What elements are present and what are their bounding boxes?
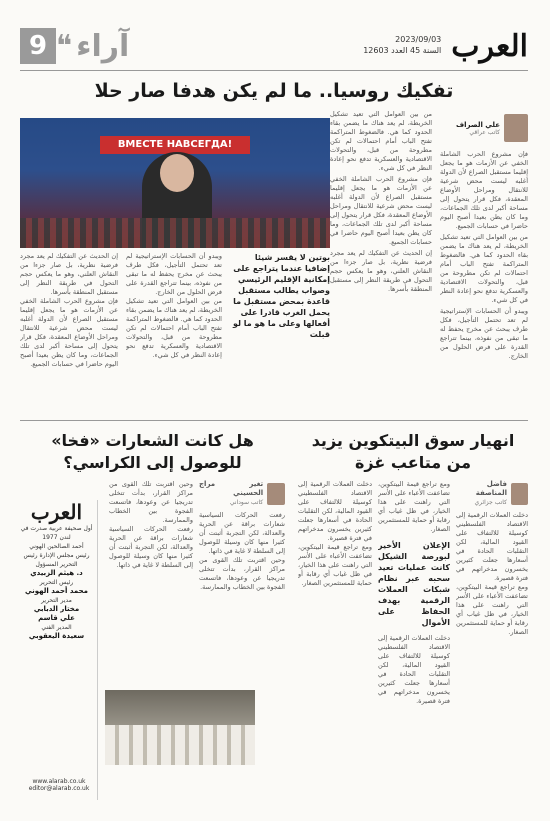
editor-name: د. هيثم الزبيدي	[30, 569, 83, 577]
deputy-label: رئيس التحرير	[39, 579, 74, 586]
author-photo	[504, 114, 528, 142]
article-headline: انهيار سوق البيتكوين يزيد من متاعب غزة	[311, 431, 515, 472]
speaker-head	[160, 154, 194, 192]
website-link[interactable]: www.alarab.co.uk	[32, 778, 86, 785]
author-name: فاضل المناصفة	[475, 480, 507, 497]
author-photo	[267, 483, 285, 505]
managing-name: مختار الدبابي	[33, 605, 80, 613]
email-link[interactable]: editor@alarab.co.uk	[28, 785, 90, 792]
deputy-name: محمد أحمد الهوني	[25, 587, 88, 595]
quote-icon: ❝	[56, 28, 73, 64]
founder-name: أحمد الصالحين الهوني	[29, 543, 84, 550]
article-column: إن الحديث عن التفكيك لم يعد مجرد فرضية نظرية، بل صار جزءا من النقاش العلني، وهو ما يعكس حجم التحول في طريقة النظر إلى مستقبل المنطقة بأسرها. فإن مشروع الحرب الشاملة الخفي عن الأزمات هو ما يجعل إقليما مستقبل الصراع لأن الدولة أغلبه ليست محض شرعية للانتقال ومراحل الأوضاع المعقدة، فكل قرار يتحول إلى مساحة أكبر لدى تلك الجماعات، وما كان يظن بعيدا أصبح اليوم حاضرا في حسابات الجميع.	[20, 252, 118, 368]
article-lower-columns	[20, 252, 330, 412]
masthead-logo: العرب	[451, 28, 528, 64]
issue-info: 2023/09/03 السنة 45 العدد 12603	[363, 35, 442, 55]
managing-label: مدير التحرير	[41, 597, 72, 604]
article-photo-gathering	[105, 690, 255, 765]
article-column: فإن مشروع الحرب الشاملة الخفي عن الأزمات هو ما يجعل إقليما مستقبل الصراع لأن الدولة أغلبه ليست محض شرعية للانتقال ومراحل الأوضاع المعقدة، فكل قرار يتحول إلى مساحة أكبر لدى تلك الجماعات، وما كان يظن بعيدا أصبح اليوم حاضرا في حسابات الجميع. من بين العوامل التي تعيد تشكيل الخريطة، لم يعد هناك ما يضمن بقاء الحدود كما هي. فالضغوط المتراكمة تفتح الباب أمام احتمالات لم تكن مطروحة من قبل، والتحولات الاقتصادية والعسكرية تدفع نحو إعادة النظر في كل شيء. ويبدو أن الحسابات الإستراتيجية لم تعد تحتمل التأجيل، فكل طرف يبحث عن مخرج يحفظ له ما تبقى من نفوذه، بينما تتراجع القدرة على فرض الحلول من الخارج.	[440, 150, 528, 360]
people-group	[105, 725, 255, 765]
author-role: كاتب سوداني	[229, 499, 264, 506]
box-logo: العرب	[30, 500, 83, 524]
bitcoin-article	[298, 430, 528, 810]
article-column: من بين العوامل التي تعيد تشكيل الخريطة، لم يعد هناك ما يضمن بقاء الحدود كما هي. فالضغوط المتراكمة تفتح الباب أمام احتمالات لم تكن مطروحة من قبل، والتحولات الاقتصادية والعسكرية تدفع نحو إعادة النظر في كل شيء. فإن مشروع الحرب الشاملة الخفي عن الأزمات هو ما يجعل إقليما مستقبل الصراع لأن الدولة أغلبه ليست محض شرعية للانتقال ومراحل الأوضاع المعقدة، فكل قرار يتحول إلى مساحة أكبر لدى تلك الجماعات، وما كان يظن بعيدا أصبح اليوم حاضرا في حسابات الجميع. إن الحديث عن التفكيك لم يعد مجرد فرضية نظرية، بل صار جزءا من النقاش العلني، وهو ما يعكس حجم التحول في طريقة النظر إلى مستقبل المنطقة بأسرها.	[330, 110, 432, 293]
main-headline: تفكيك روسيا.. ما لم يكن هدفا صار حلا	[94, 80, 454, 102]
section-divider	[20, 420, 528, 421]
article-column: ويبدو أن الحسابات الإستراتيجية لم تعد تحتمل التأجيل، فكل طرف يبحث عن مخرج يحفظ له ما تبقى من نفوذه، بينما تتراجع القدرة على فرض الحلول من الخارج. من بين العوامل التي تعيد تشكيل الخريطة، لم يعد هناك ما يضمن بقاء الحدود كما هي. فالضغوط المتراكمة تفتح الباب أمام احتمالات لم تكن مطروحة من قبل، والتحولات الاقتصادية والعسكرية تدفع نحو إعادة النظر في كل شيء.	[126, 252, 222, 359]
section-header	[20, 28, 137, 64]
article-column: فاضل المناصفة كاتب جزائري دخلت العملات الرقمية إلى الاقتصاد الفلسطيني كوسيلة للالتفاف على القيود المالية، لكن التقلبات الحادة في أسعارها جعلت كثيرين يخسرون مدخراتهم في فترة قصيرة. ومع تراجع قيمة البيتكوين، تضاعفت الأعباء على الأسر التي راهنت على هذا الخيار، في ظل غياب أي رقابة أو حماية للمستثمرين الصغار.	[456, 480, 528, 636]
author-name: علي الصراف	[456, 120, 500, 129]
photo-banner: ВМЕСТЕ НАВСЕГДА!	[100, 136, 250, 154]
article-body	[298, 480, 528, 810]
masthead-group	[363, 29, 528, 64]
author-photo	[511, 483, 528, 505]
article-column: دخلت العملات الرقمية إلى الاقتصاد الفلسطيني كوسيلة للالتفاف على القيود المالية، لكن التقلبات الحادة في أسعارها جعلت كثيرين يخسرون مدخراتهم في فترة قصيرة. ومع تراجع قيمة البيتكوين، تضاعفت الأعباء على الأسر التي راهنت على هذا الخيار، في ظل غياب أي رقابة أو حماية للمستثمرين الصغار.	[298, 480, 372, 587]
article-column: ومع تراجع قيمة البيتكوين، تضاعفت الأعباء على الأسر التي راهنت على هذا الخيار، في ظل غياب أي رقابة أو حماية للمستثمرين الصغار. الإعلان الأخير لبورصة الشيكل كانت عمليات تعيد سحبه عبر نظام شبكات العملات الرقمية بهدف الحفاظ على الأموال دخلت العملات الرقمية إلى الاقتصاد الفلسطيني كوسيلة للالتفاف على القيود المالية، لكن التقلبات الحادة في أسعارها جعلت كثيرين يخسرون مدخراتهم في فترة قصيرة.	[378, 480, 450, 705]
article-photo	[20, 118, 330, 248]
author-byline	[440, 110, 528, 146]
pull-quote: الإعلان الأخير لبورصة الشيكل كانت عمليات تعيد سحبه عبر نظام شبكات العملات الرقمية بهدف الحفاظ على الأموال	[378, 541, 450, 627]
art-name: سعيدة اليعقوبي	[28, 632, 85, 640]
author-name: تغير مراج الحسيني	[199, 480, 264, 497]
author-byline	[456, 480, 528, 507]
article-headline: هل كانت الشعارات «فخا» للوصول إلى الكراسي؟	[51, 431, 254, 472]
staff-box	[20, 500, 98, 800]
page-header	[20, 24, 528, 68]
contact-info	[20, 778, 98, 792]
main-article	[20, 110, 528, 410]
section-title: آراء	[76, 28, 130, 64]
page-number: 9	[20, 28, 56, 64]
editor-label: رئيس مجلس الإدارة رئيس التحرير المسؤول	[23, 552, 90, 568]
author-role: كاتب جزائري	[474, 499, 507, 506]
pull-quote: بوتين لا يقسر شيئا إضافيا عندما يتراجع على إمكانية الإقليم الرئيسي وصواب يطالب مستقبل قاعدة بمحض مستقبل ما يحمل الغرب قادرا على أفعالها وعلى ما هو ما لو قبلت	[232, 253, 330, 339]
article-column: وحين اقتربت تلك القوى من مراكز القرار، بدأت تتخلى تدريجيا عن وعودها، فاتسعت الفجوة بين الخطاب والممارسة. رفعت الحركات السياسية شعارات براقة عن الحرية والعدالة، لكن التجربة أثبتت أن كثيرا منها كان وسيلة للوصول إلى السلطة لا غاية في ذاتها.	[109, 480, 193, 569]
managing-name-2: علي قاسم	[38, 614, 75, 622]
art-label: المدير الفني	[41, 624, 72, 631]
box-tagline: أول صحيفة عربية صدرت في لندن 1977	[20, 525, 93, 541]
header-divider	[20, 70, 528, 71]
article-column: تغير مراج الحسيني كاتب سوداني رفعت الحركات السياسية شعارات براقة عن الحرية والعدالة، لكن التجربة أثبتت أن كثيرا منها كان وسيلة للوصول إلى السلطة لا غاية في ذاتها. وحين اقتربت تلك القوى من مراكز القرار، بدأت تتخلى تدريجيا عن وعودها، فاتسعت الفجوة بين الخطاب والممارسة.	[199, 480, 285, 591]
crowd	[20, 218, 330, 248]
author-byline	[199, 480, 285, 507]
author-role: كاتب عراقي	[469, 128, 500, 136]
